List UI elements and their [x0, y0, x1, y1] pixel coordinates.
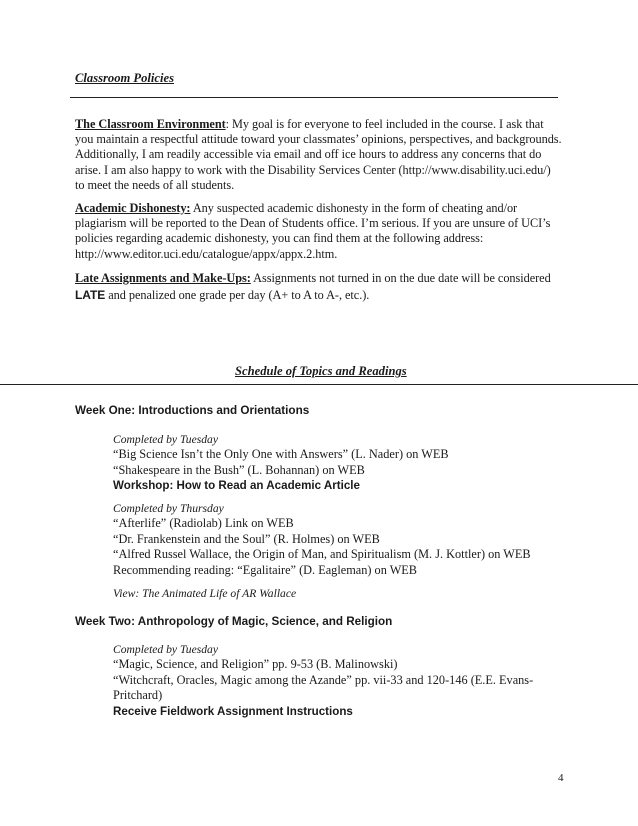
late-label: Late Assignments and Make-Ups:	[75, 271, 251, 285]
reading-item: “Big Science Isn’t the Only One with Answers” (L. Nader) on WEB	[113, 447, 449, 462]
reading-item: “Shakespeare in the Bush” (L. Bohannan) on WEB	[113, 462, 365, 477]
schedule-heading: Schedule of Topics and Readings	[235, 364, 407, 378]
late-text-1: Assignments not turned in on the due date will be considered	[250, 271, 551, 285]
reading-item: “Afterlife” (Radiolab) Link on WEB	[113, 516, 294, 531]
environment-text: : My goal is for everyone to feel included in the course. I ask that you maintain a respectful attitude toward your classmates’ opinions, perspectives, and backgrounds. Additionally, I am readily accessible via email and off ice hours to address any concerns that do arise. I am also happy to work with the Disability Services Center (http://www.disability.uci.edu/) to meet the needs of all students.	[75, 117, 562, 192]
page-number: 4	[558, 772, 564, 784]
workshop-line: Workshop: How to Read an Academic Article	[113, 479, 360, 493]
reading-item: “Witchcraft, Oracles, Magic among the Azande” pp. vii-33 and 120-146 (E.E. Evans-Pritchard)	[113, 672, 534, 703]
late-paragraph	[75, 270, 563, 303]
week-one-thursday-label: Completed by Thursday	[113, 502, 224, 515]
week-one-view-line	[113, 586, 563, 601]
dishonesty-paragraph	[75, 201, 563, 262]
reading-item: “Dr. Frankenstein and the Soul” (R. Holmes) on WEB	[113, 531, 380, 546]
dishonesty-text: Any suspected academic dishonesty in the form of cheating and/or plagiarism will be reported to the Dean of Students office. I’m serious. If you are unsure of UCI’s policies regarding academic dishonesty, you can find them at the following address: http://www.editor.uci.edu/catalogue/appx/appx.2.htm.	[75, 201, 551, 261]
late-text-2: and penalized one grade per day (A+ to A to A-, etc.).	[105, 287, 370, 302]
week-one-thursday-block	[113, 501, 563, 578]
dishonesty-label: Academic Dishonesty:	[75, 201, 191, 215]
assignment-line: Receive Fieldwork Assignment Instructions	[113, 704, 353, 718]
reading-item: “Alfred Russel Wallace, the Origin of Man, and Spiritualism (M. J. Kottler) on WEB	[113, 547, 531, 562]
environment-label: The Classroom Environment	[75, 117, 226, 131]
week-two-tuesday-label: Completed by Tuesday	[113, 643, 218, 656]
policies-heading: Classroom Policies	[75, 71, 175, 85]
week-one-tuesday-label: Completed by Tuesday	[113, 433, 218, 446]
week-one-tuesday-block	[113, 432, 563, 494]
week-two-title: Week Two: Anthropology of Magic, Science, and Religion	[75, 615, 393, 628]
view-prefix: View	[113, 587, 136, 600]
late-word: LATE	[75, 287, 106, 302]
week-two-tuesday-block	[113, 642, 563, 719]
reading-item: “Magic, Science, and Religion” pp. 9-53 (B. Malinowski)	[113, 657, 398, 672]
reading-item: Recommending reading: “Egalitaire” (D. Eagleman) on WEB	[113, 562, 418, 577]
week-one-title: Week One: Introductions and Orientations	[75, 404, 310, 417]
view-title: : The Animated Life of AR Wallace	[135, 587, 297, 600]
environment-paragraph	[75, 117, 563, 193]
policies-rule	[70, 97, 558, 98]
schedule-rule	[0, 384, 638, 385]
